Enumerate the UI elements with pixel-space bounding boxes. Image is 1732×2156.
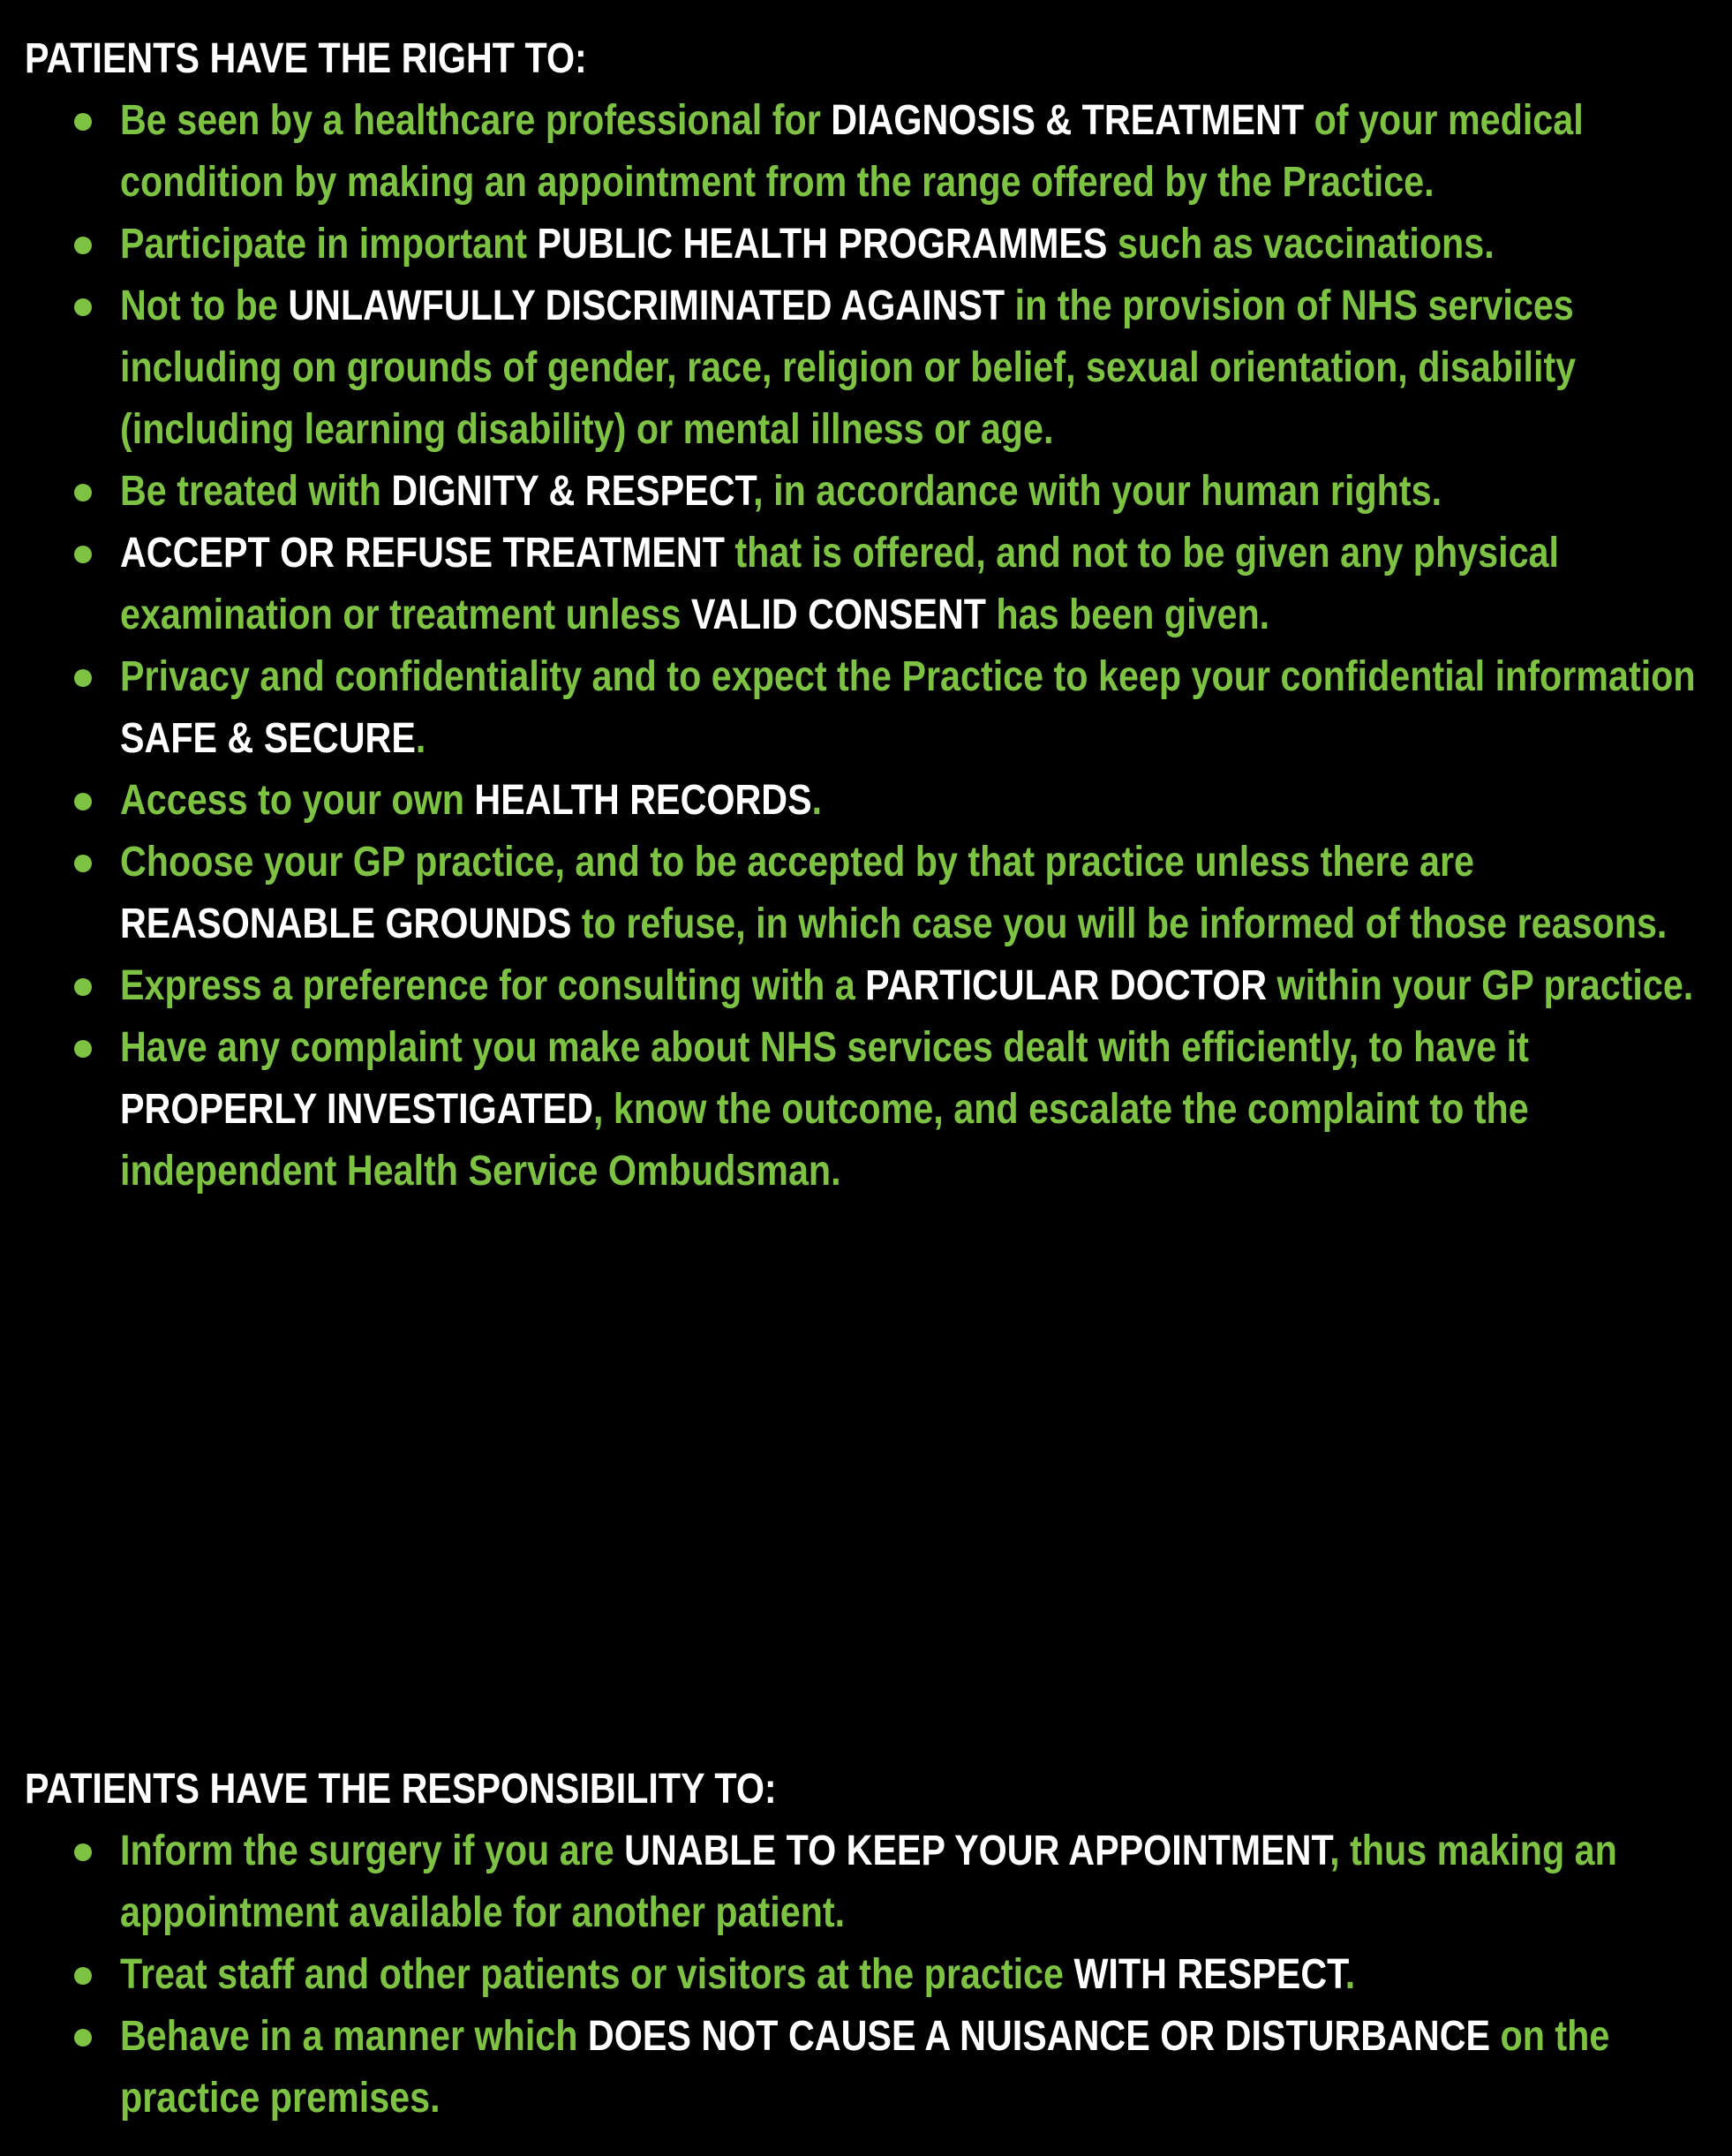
item-highlight: PROPERLY INVESTIGATED <box>120 1086 593 1133</box>
item-text: in the provision of NHS services including on grounds of gender, race, religion or belief, sexual orientation, disability (including learning disability) or mental illness or age. <box>120 283 1577 453</box>
rights-section <box>25 28 1720 1202</box>
item-highlight: ACCEPT OR REFUSE TREATMENT <box>120 530 725 577</box>
bullet-icon <box>74 978 92 996</box>
list-item-text <box>120 646 1714 770</box>
item-text: has been given. <box>985 592 1270 638</box>
item-highlight: WITH RESPECT <box>1073 1951 1345 1998</box>
bullet-icon <box>74 484 92 501</box>
list-item <box>25 1944 1720 2006</box>
list-item <box>25 646 1720 770</box>
bullet-icon <box>74 237 92 254</box>
item-highlight: REASONABLE GROUNDS <box>120 901 572 947</box>
list-item-text <box>120 955 1714 1017</box>
item-highlight: DOES NOT CAUSE A NUISANCE OR DISTURBANCE <box>587 2013 1491 2060</box>
item-text: . <box>1344 1951 1356 1998</box>
list-item-text <box>120 523 1714 646</box>
item-text: Express a preference for consulting with a <box>120 962 866 1009</box>
item-highlight: DIGNITY & RESPECT <box>391 468 754 515</box>
list-item <box>25 461 1720 523</box>
rights-list <box>25 90 1720 1202</box>
list-item-text <box>120 2006 1714 2130</box>
list-item <box>25 214 1720 275</box>
item-text: Access to your own <box>120 777 475 824</box>
list-item <box>25 275 1720 461</box>
bullet-icon <box>74 1843 92 1861</box>
responsibilities-list <box>25 1821 1720 2130</box>
item-text: . <box>415 715 426 762</box>
item-text: that is offered, and not to be given any physical examination or treatment unless <box>120 530 1559 638</box>
list-item <box>25 2006 1720 2130</box>
list-item <box>25 90 1720 214</box>
bullet-icon <box>74 793 92 810</box>
list-item-text <box>120 832 1714 955</box>
item-highlight: SAFE & SECURE <box>120 715 416 762</box>
bullet-icon <box>74 2029 92 2047</box>
item-text: Treat staff and other patients or visitors at the practice <box>120 1951 1074 1998</box>
item-text: , in accordance with your human rights. <box>753 468 1442 515</box>
list-item <box>25 955 1720 1017</box>
item-highlight: HEALTH RECORDS <box>474 777 812 824</box>
item-text: Privacy and confidentiality and to expect the Practice to keep your confidential information <box>120 653 1696 700</box>
item-text: within your GP practice. <box>1267 962 1694 1009</box>
item-text: . <box>811 777 823 824</box>
item-text: of your medical condition by making an appointment from the range offered by the Practice. <box>120 97 1584 206</box>
item-highlight: UNABLE TO KEEP YOUR APPOINTMENT <box>624 1828 1330 1874</box>
list-item <box>25 832 1720 955</box>
list-item-text <box>120 214 1714 275</box>
item-text: Not to be <box>120 283 289 329</box>
item-text: on the practice premises. <box>120 2013 1610 2122</box>
bullet-icon <box>74 546 92 563</box>
item-highlight: PUBLIC HEALTH PROGRAMMES <box>537 221 1108 268</box>
item-text: , thus making an appointment available for another patient. <box>120 1828 1617 1936</box>
item-text: Have any complaint you make about NHS services dealt with efficiently, to have it <box>120 1024 1529 1071</box>
item-text: Be seen by a healthcare professional for <box>120 97 832 144</box>
list-item <box>25 770 1720 832</box>
item-highlight: UNLAWFULLY DISCRIMINATED AGAINST <box>288 283 1005 329</box>
list-item-text <box>120 1017 1714 1202</box>
list-item-text <box>120 90 1714 214</box>
bullet-icon <box>74 113 92 131</box>
item-highlight: VALID CONSENT <box>690 592 986 638</box>
item-text: Behave in a manner which <box>120 2013 588 2060</box>
list-item <box>25 1017 1720 1202</box>
item-text: to refuse, in which case you will be informed of those reasons. <box>571 901 1668 947</box>
item-highlight: DIAGNOSIS & TREATMENT <box>831 97 1305 144</box>
bullet-icon <box>74 1040 92 1058</box>
item-text: , know the outcome, and escalate the complaint to the independent Health Service Ombudsman. <box>120 1086 1529 1195</box>
item-text: Be treated with <box>120 468 392 515</box>
item-text: Choose your GP practice, and to be accepted by that practice unless there are <box>120 839 1474 886</box>
bullet-icon <box>74 855 92 872</box>
list-item <box>25 523 1720 646</box>
list-item-text <box>120 1821 1714 1944</box>
rights-heading: PATIENTS HAVE THE RIGHT TO: <box>25 35 587 82</box>
list-item-text <box>120 275 1714 461</box>
bullet-icon <box>74 1967 92 1985</box>
item-text: Inform the surgery if you are <box>120 1828 625 1874</box>
item-text: Participate in important <box>120 221 538 268</box>
bullet-icon <box>74 298 92 316</box>
item-highlight: PARTICULAR DOCTOR <box>865 962 1268 1009</box>
list-item-text <box>120 461 1714 523</box>
bullet-icon <box>74 669 92 687</box>
list-item-text <box>120 1944 1714 2006</box>
responsibilities-heading: PATIENTS HAVE THE RESPONSIBILITY TO: <box>25 1766 777 1813</box>
list-item <box>25 1821 1720 1944</box>
item-text: such as vaccinations. <box>1107 221 1495 268</box>
list-item-text <box>120 770 1714 832</box>
responsibilities-section <box>25 1759 1720 2130</box>
